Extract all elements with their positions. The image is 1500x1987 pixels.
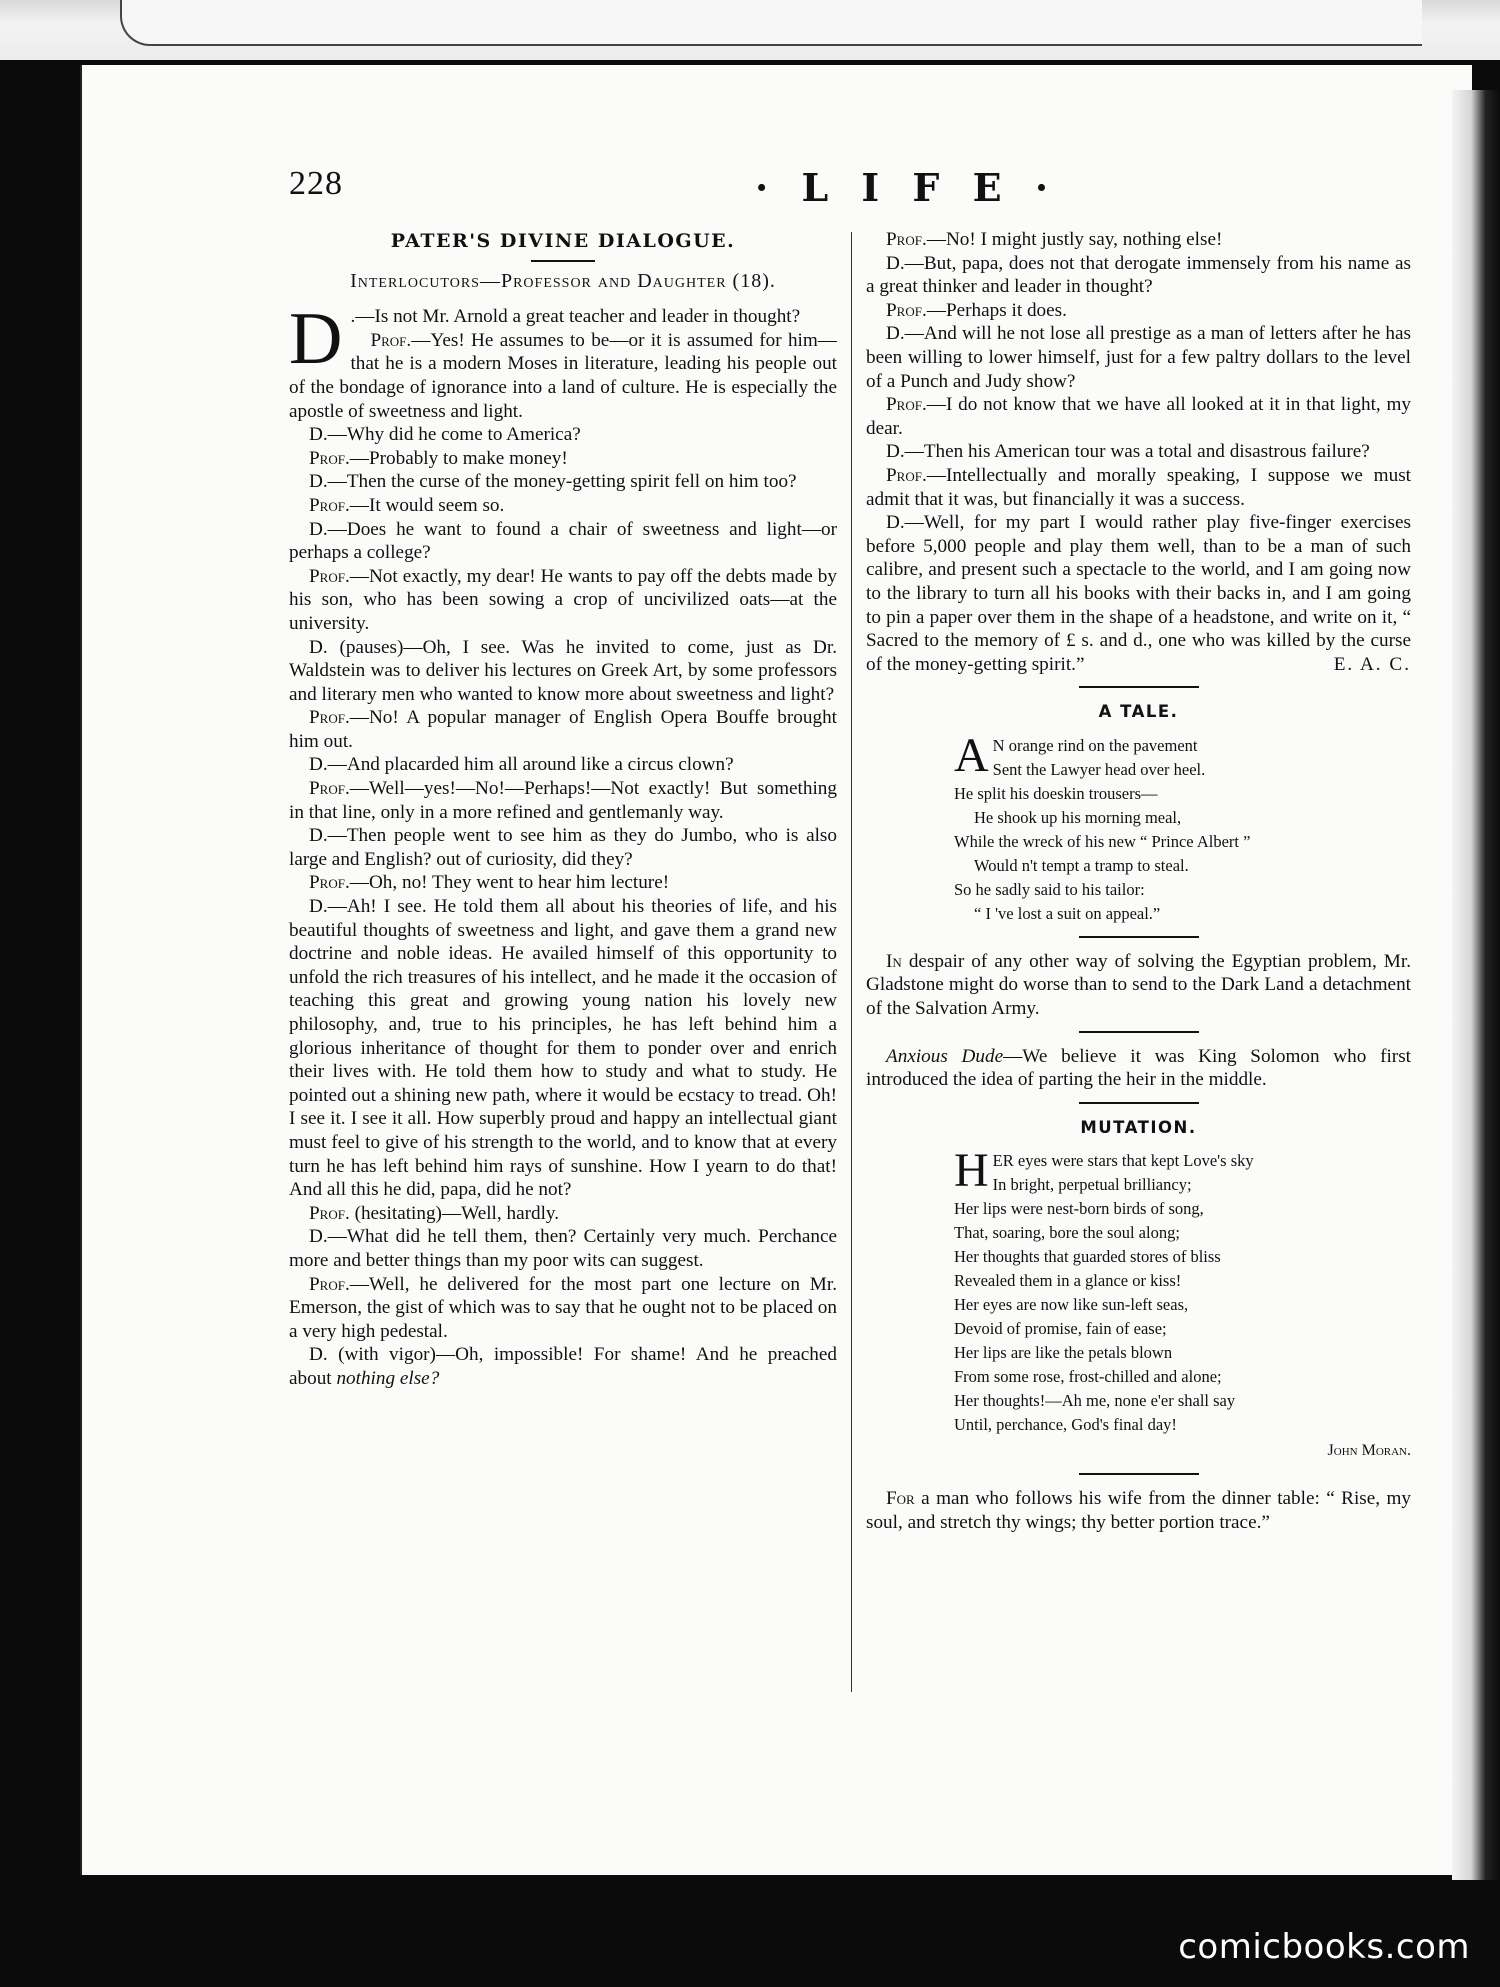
speaker-label: Prof.: [886, 229, 927, 250]
poem-line: While the wreck of his new “ Prince Albert ”: [954, 831, 1251, 851]
poem-line: HER eyes were stars that kept Love's sky: [954, 1144, 1254, 1198]
poem-author: John Moran.: [1327, 1442, 1411, 1460]
article-title: PATER'S DIVINE DIALOGUE.: [390, 230, 736, 252]
dialogue-paragraph: Prof.—Probably to make money!: [309, 447, 568, 469]
masthead-title: · L I F E ·: [755, 165, 1059, 210]
poem-line: Her lips were nest-born birds of song,: [954, 1199, 1204, 1219]
poem-line: Her thoughts that guarded stores of bliss: [954, 1247, 1221, 1267]
dialogue-paragraph: Prof.—Not exactly, my dear! He wants to pay off the debts made by his son, who has been sowing a crop of uncivilized oats—at the university.: [289, 565, 837, 634]
poem-line: Devoid of promise, fain of ease;: [954, 1319, 1167, 1339]
poem-line: From some rose, frost-chilled and alone;: [954, 1367, 1222, 1387]
speaker-label: Prof.: [886, 394, 927, 416]
poem-title-mutation: MUTATION.: [1080, 1117, 1197, 1137]
page-header: [0, 165, 1500, 215]
dude-paragraph: Anxious Dude—We believe it was King Solomon who first introduced the idea of parting the heir in the middle.: [866, 1045, 1411, 1091]
drop-cap: H: [954, 1144, 989, 1198]
poem-line: In bright, perpetual brilliancy;: [992, 1175, 1192, 1195]
top-page-edge: [0, 0, 1500, 60]
dialogue-paragraph: D.—Then his American tour was a total and disastrous failure?: [886, 441, 1370, 463]
poem-line: He shook up his morning meal,: [974, 807, 1182, 827]
poem-line: So he sadly said to his tailor:: [954, 879, 1145, 899]
section-rule: [1079, 1473, 1199, 1475]
watermark: comicbooks.com: [1178, 1927, 1470, 1967]
poem-tale: [954, 728, 1411, 926]
poem-line: Her thoughts!—Ah me, none e'er shall say: [954, 1391, 1236, 1411]
dialogue-paragraph: Prof.—No! I might justly say, nothing else!: [886, 229, 1223, 250]
poem-line: Until, perchance, God's final day!: [954, 1415, 1177, 1435]
dialogue-paragraph: D.—And placarded him all around like a circus clown?: [309, 754, 734, 776]
dialogue-paragraph-last: D. (with vigor)—Oh, impossible! For shame! And he preached about nothing else?: [289, 1344, 837, 1389]
speaker-label: Prof.: [309, 1273, 350, 1295]
speaker-label: Prof.: [309, 778, 350, 800]
dialogue-paragraph: Prof.—Intellectually and morally speaking, I suppose we must admit that it was, but financially it was a success.: [866, 464, 1411, 510]
dialogue-paragraph: D.—Why did he come to America?: [309, 424, 581, 446]
speaker-label: Prof.: [309, 447, 350, 469]
italic-phrase: nothing else?: [336, 1367, 440, 1389]
speaker-label: Prof.: [309, 494, 350, 516]
dialogue-final-paragraph: D.—Well, for my part I would rather play five-finger exercises before 5,000 people and play them well, than to be a man of such calibre, and present such a spectacle to the world, and I am going now to the library to turn all his books with their backs in, and I am going to pin a paper over them in the shape of a headstone, and write on it, “ Sacred to the memory of £ s. and d., one who was killed by the curse of the money-getting spirit.” E. A. C.: [866, 512, 1411, 675]
page-curl: [120, 0, 1422, 46]
left-column: [289, 228, 837, 1391]
section-rule: [1079, 1102, 1199, 1104]
page-number: 228: [289, 165, 343, 202]
dinner-paragraph: For a man who follows his wife from the dinner table: “ Rise, my soul, and stretch thy wings; thy better portion trace.”: [866, 1488, 1411, 1533]
poem-line: “ I 've lost a suit on appeal.”: [974, 903, 1161, 923]
dialogue-paragraph: D. (pauses)—Oh, I see. Was he invited to come, just as Dr. Waldstein was to deliver his lectures on Greek Art, by some professors and literary men who wanted to know more about sweetness and light?: [289, 636, 837, 705]
dialogue-paragraph: Prof.—Perhaps it does.: [886, 299, 1067, 321]
title-rule: [531, 260, 595, 262]
speaker-label: Prof.: [370, 329, 412, 351]
poem-line: Her eyes are now like sun-left seas,: [954, 1295, 1189, 1315]
speaker-label: Prof.: [886, 464, 927, 486]
dialogue-paragraph: D.—Does he want to found a chair of sweetness and light—or perhaps a college?: [289, 518, 837, 564]
dialogue-paragraph: Prof.—No! A popular manager of English Opera Bouffe brought him out.: [289, 707, 837, 752]
poem-mutation: [954, 1144, 1411, 1437]
speaker-label: Prof.: [309, 707, 350, 729]
section-rule: [1079, 686, 1199, 688]
dialogue-paragraph: D.—But, papa, does not that derogate immensely from his name as a great thinker and leader in thought?: [866, 252, 1411, 298]
drop-cap: A: [954, 728, 989, 782]
poem-line: Revealed them in a glance or kiss!: [954, 1271, 1182, 1291]
poem-line: That, soaring, bore the soul along;: [954, 1223, 1180, 1243]
dialogue-paragraph: D.—What did he tell them, then? Certainly very much. Perchance more and better things than my poor wits can suggest.: [289, 1226, 837, 1271]
poem-title-tale: A TALE.: [1098, 702, 1179, 722]
dialogue-paragraph: Prof.—Well—yes!—No!—Perhaps!—Not exactly! But something in that line, only in a more refined and gentlemanly way.: [289, 778, 837, 823]
dialogue-paragraph: D .—Is not Mr. Arnold a great teacher and leader in thought?: [289, 298, 801, 381]
right-column: [866, 228, 1411, 1534]
poem-line: A N orange rind on the pavement: [954, 728, 1198, 782]
dialogue-paragraph: D.—Then the curse of the money-getting spirit fell on him too?: [309, 471, 797, 493]
dialogue-paragraph: Prof.—It would seem so.: [309, 494, 505, 516]
dialogue-paragraph: D.—Ah! I see. He told them all about his theories of life, and his beautiful thoughts of sweetness and light, and gave them a grand new doctrine and noble ideas. He availed himself of this opportunity to unfold the rich treasures of his intellect, and he made it the occasion of teaching this great and growing young nation his lovely new philosophy, and, true to his principles, he has left behind him a glorious inheritance of thought for them to ponder over and enrich their lives with. He told them how to study and what to study. He pointed out a shining new path, where it would be ecstacy to tread. Oh! I see it. I see it all. How superbly proud and happy an intellectual giant must feel to give of his strength to the world, and to know that at every turn he has left behind him rays of sunshine. How I yearn to do that! And all this he did, papa, did he not?: [289, 896, 837, 1201]
egypt-paragraph: In despair of any other way of solving the Egyptian problem, Mr. Gladstone might do worse than to send to the Dark Land a detachment of the Salvation Army.: [866, 950, 1411, 1020]
poem-line: Would n't tempt a tramp to steal.: [974, 855, 1189, 875]
speaker-label: Prof.: [309, 1202, 350, 1224]
signature: E. A. C.: [1333, 653, 1411, 675]
dialogue-paragraph: Prof.—I do not know that we have all looked at it in that light, my dear.: [866, 394, 1411, 439]
dialogue-paragraph: D.—Then people went to see him as they do Jumbo, who is also large and English? out of curiosity, did they?: [289, 825, 837, 870]
dialogue-paragraph: Prof.—Yes! He assumes to be—or it is assumed for him—that he is a modern Moses in literature, leading his people out of the bondage of ignorance into a land of culture. He is especially the apostle of sweetness and light.: [289, 329, 837, 422]
poem-line: Sent the Lawyer head over heel.: [992, 759, 1206, 779]
poem-line: He split his doeskin trousers—: [954, 783, 1158, 803]
speaker-label: Prof.: [309, 872, 350, 894]
interlocutors-line: Interlocutors—Professor and Daughter (18).: [350, 269, 776, 292]
section-rule: [1079, 936, 1199, 938]
section-rule: [1079, 1031, 1199, 1033]
dialogue-paragraph: Prof.—Well, he delivered for the most part one lecture on Mr. Emerson, the gist of which was to say that he ought not to be placed on a very high pedestal.: [289, 1273, 837, 1342]
page-edge-shadow: [1452, 90, 1500, 1880]
dialogue-paragraph: Prof. (hesitating)—Well, hardly.: [309, 1202, 560, 1224]
dialogue-continued: [866, 228, 1411, 511]
column-divider: [851, 232, 852, 1692]
dialogue-paragraph: Prof.—Oh, no! They went to hear him lecture!: [309, 872, 670, 894]
dialogue-body: [289, 298, 837, 1343]
drop-cap: D: [289, 298, 343, 381]
speaker-label: Prof.: [886, 299, 927, 321]
speaker-label: Prof.: [309, 565, 350, 587]
dialogue-paragraph: D.—And will he not lose all prestige as a man of letters after he has been willing to lower himself, just for a few paltry dollars to the level of a Punch and Judy show?: [866, 323, 1411, 392]
poem-line: Her lips are like the petals blown: [954, 1343, 1173, 1363]
